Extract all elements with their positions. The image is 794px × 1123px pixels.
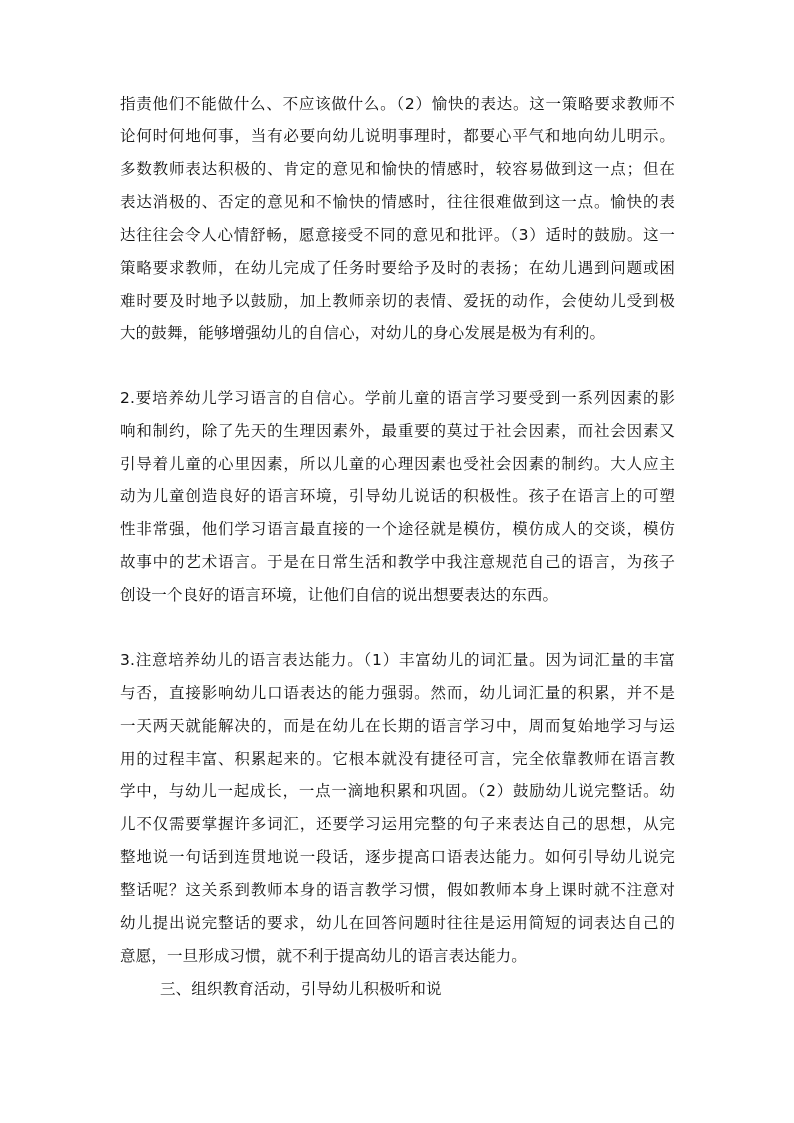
paragraph-3-line-8: 整话呢？这关系到教师本身的语言教学习惯，假如教师本身上课时就不注意对	[120, 881, 675, 899]
paragraph-3-line-5: 学中，与幼儿一起成长，一点一滴地积累和巩固。（2）鼓励幼儿说完整话。幼	[120, 782, 675, 800]
paragraph-2-line-7: 创设一个良好的语言环境，让他们自信的说出想要表达的东西。	[120, 586, 559, 604]
paragraph-1-line-6: 策略要求教师，在幼儿完成了任务时要给予及时的表扬；在幼儿遇到问题或困	[120, 259, 675, 277]
paragraph-3-line-2: 与否，直接影响幼儿口语表达的能力强弱。然而，幼儿词汇量的积累，并不是	[120, 684, 675, 702]
paragraph-1-line-5: 达往往会令人心情舒畅，愿意接受不同的意见和批评。（3）适时的鼓励。这一	[120, 226, 675, 244]
paragraph-3-line-6: 儿不仅需要掌握许多词汇，还要学习运用完整的句子来表达自己的思想，从完	[120, 815, 675, 833]
paragraph-2-line-4: 动为儿童创造良好的语言环境，引导幼儿说话的积极性。孩子在语言上的可塑	[120, 487, 675, 505]
paragraph-3-line-1: 3.注意培养幼儿的语言表达能力。（1）丰富幼儿的词汇量。因为词汇量的丰富	[120, 651, 675, 669]
paragraph-2-line-6: 故事中的艺术语言。于是在日常生活和教学中我注意规范自己的语言，为孩子	[120, 553, 675, 571]
paragraph-2-line-1: 2.要培养幼儿学习语言的自信心。学前儿童的语言学习要受到一系列因素的影	[120, 389, 675, 407]
paragraph-1-line-7: 难时要及时地予以鼓励，加上教师亲切的表情、爱抚的动作，会使幼儿受到极	[120, 292, 675, 310]
paragraph-3-line-4: 用的过程丰富、积累起来的。它根本就没有捷径可言，完全依靠教师在语言教	[120, 750, 675, 768]
paragraph-1-line-4: 表达消极的、否定的意见和不愉快的情感时，往往很难做到这一点。愉快的表	[120, 193, 675, 211]
paragraph-3-line-9: 幼儿提出说完整话的要求，幼儿在回答问题时往往是运用简短的词表达自己的	[120, 914, 675, 932]
paragraph-1-line-1: 指责他们不能做什么、不应该做什么。（2）愉快的表达。这一策略要求教师不	[120, 95, 675, 113]
paragraph-2-line-2: 响和制约，除了先天的生理因素外，最重要的莫过于社会因素，而社会因素又	[120, 422, 675, 440]
paragraph-1-line-2: 论何时何地何事，当有必要向幼儿说明事理时，都要心平气和地向幼儿明示。	[120, 127, 675, 145]
section-heading-3: 三、组织教育活动，引导幼儿积极听和说	[160, 980, 442, 998]
paragraph-1-line-3: 多数教师表达积极的、肯定的意见和愉快的情感时，较容易做到这一点；但在	[120, 160, 675, 178]
paragraph-2-line-3: 引导着儿童的心里因素，所以儿童的心理因素也受社会因素的制约。大人应主	[120, 455, 675, 473]
paragraph-1-line-8: 大的鼓舞，能够增强幼儿的自信心，对幼儿的身心发展是极为有利的。	[120, 324, 606, 342]
paragraph-3-line-7: 整地说一句话到连贯地说一段话，逐步提高口语表达能力。如何引导幼儿说完	[120, 848, 675, 866]
paragraph-2-line-5: 性非常强，他们学习语言最直接的一个途径就是模仿，模仿成人的交谈，模仿	[120, 520, 675, 538]
paragraph-3-line-10: 意愿，一旦形成习惯，就不利于提高幼儿的语言表达能力。	[120, 947, 527, 965]
paragraph-3-line-3: 一天两天就能解决的，而是在幼儿在长期的语言学习中，周而复始地学习与运	[120, 717, 675, 735]
